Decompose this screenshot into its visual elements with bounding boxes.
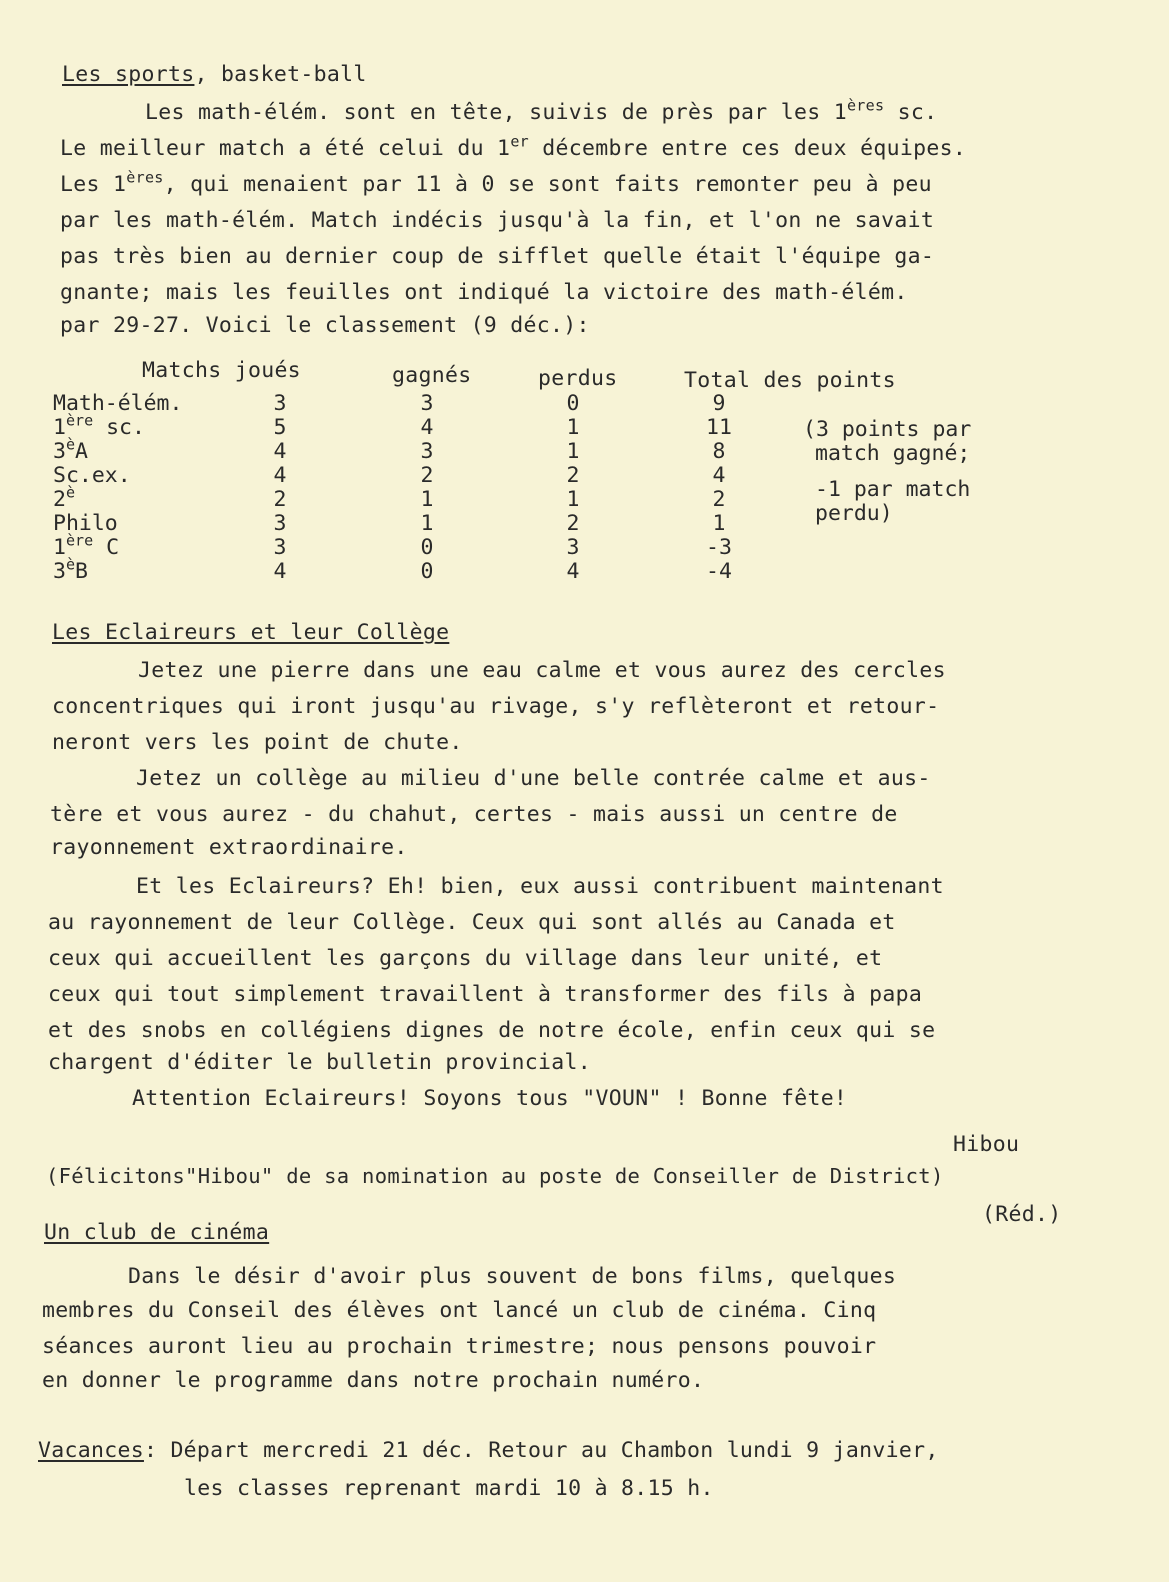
col-header-joues: Matchs joués xyxy=(142,358,301,383)
cell-total: 8 xyxy=(712,439,726,464)
cell-joues: 2 xyxy=(273,487,287,512)
cell-gagnes: 1 xyxy=(420,511,434,536)
cinema-line: en donner le programme dans notre prochain numéro. xyxy=(42,1368,705,1393)
editor-note: (Réd.) xyxy=(982,1202,1062,1227)
text: Les math-élém. sont en tête, suivis de près par les 1 xyxy=(145,100,847,125)
superscript: ères xyxy=(846,96,885,115)
cell-perdus: 0 xyxy=(566,391,580,416)
cell-total: 2 xyxy=(712,487,726,512)
cell-perdus: 2 xyxy=(566,463,580,488)
cell-perdus: 3 xyxy=(566,535,580,560)
sports-line-4: par les math-élém. Match indécis jusqu'à la fin, et l'on ne savait xyxy=(60,208,935,233)
cell-total: 4 xyxy=(712,463,726,488)
sports-line-7: par 29-27. Voici le classement (9 déc.): xyxy=(60,313,590,338)
cinema-line: séances auront lieu au prochain trimestre; nous pensons pouvoir xyxy=(42,1334,877,1359)
team-name: $3^èB$ xyxy=(53,555,88,584)
sports-line-3 xyxy=(60,168,932,197)
eclaireurs-line: Attention Eclaireurs! Soyons tous "VOUN" ! Bonne fête! xyxy=(132,1086,848,1111)
team-name: $3^èA$ xyxy=(53,435,88,464)
table-row xyxy=(0,555,760,584)
cell-gagnes: 0 xyxy=(420,535,434,560)
scoring-note-line: perdu) xyxy=(815,501,893,526)
team-name: 1ère sc. xyxy=(53,411,145,440)
eclaireurs-line: chargent d'éditer le bulletin provincial. xyxy=(48,1050,592,1075)
standings-table xyxy=(0,392,1169,592)
cinema-heading: Un club de cinéma xyxy=(44,1220,270,1245)
superscript: ères xyxy=(126,168,164,187)
sports-line-2 xyxy=(60,132,967,161)
cell-perdus: 1 xyxy=(566,415,580,440)
scoring-note-line: -1 par match xyxy=(815,477,971,502)
team-name: Sc.ex. xyxy=(53,463,131,488)
team-name: Philo xyxy=(53,511,118,536)
eclaireurs-line: tère et vous aurez - du chahut, certes - mais aussi un centre de xyxy=(50,802,898,827)
cell-total: 1 xyxy=(712,511,726,536)
table-row xyxy=(0,483,760,512)
eclaireurs-line: Jetez une pierre dans une eau calme et vous aurez des cercles xyxy=(138,658,946,683)
cell-perdus: 1 xyxy=(566,487,580,512)
team-name: $2^è$ xyxy=(53,483,76,512)
table-row xyxy=(0,435,760,464)
cell-total: 11 xyxy=(706,415,732,440)
scoring-note-line: (3 points par xyxy=(803,417,972,442)
text: décembre entre ces deux équipes. xyxy=(529,136,967,161)
cell-perdus: 1 xyxy=(566,439,580,464)
text: , qui menaient par 11 à 0 se sont faits remonter peu à peu xyxy=(163,172,932,197)
vacances-label: Vacances xyxy=(38,1438,144,1463)
cell-gagnes: 2 xyxy=(420,463,434,488)
cell-gagnes: 3 xyxy=(420,391,434,416)
text: : Départ mercredi 21 déc. Retour au Chambon lundi 9 janvier, xyxy=(143,1438,939,1463)
eclaireurs-line: au rayonnement de leur Collège. Ceux qui sont allés au Canada et xyxy=(48,910,896,935)
cell-gagnes: 3 xyxy=(420,439,434,464)
eclaireurs-line: rayonnement extraordinaire. xyxy=(50,835,408,860)
sports-line-1 xyxy=(145,96,938,125)
cell-perdus: 2 xyxy=(566,511,580,536)
col-header-perdus: perdus xyxy=(538,366,618,391)
cell-total: -4 xyxy=(706,559,732,584)
cell-joues: 4 xyxy=(273,439,287,464)
table-row xyxy=(0,464,760,488)
scoring-note-line: match gagné; xyxy=(815,441,971,466)
col-header-total: Total des points xyxy=(684,368,896,393)
eclaireurs-line: Et les Eclaireurs? Eh! bien, eux aussi contribuent maintenant xyxy=(136,874,944,899)
cell-total: 9 xyxy=(712,391,726,416)
eclaireurs-heading: Les Eclaireurs et leur Collège xyxy=(52,620,450,645)
table-row xyxy=(0,392,760,416)
eclaireurs-line: ceux qui tout simplement travaillent à transformer des fils à papa xyxy=(48,982,923,1007)
cell-total: -3 xyxy=(706,535,732,560)
sports-line-5: pas très bien au dernier coup de sifflet quelle était l'équipe ga- xyxy=(60,244,935,269)
cell-perdus: 4 xyxy=(566,559,580,584)
eclaireurs-line: et des snobs en collégiens dignes de notre école, enfin ceux qui se xyxy=(48,1018,936,1043)
sports-heading-underlined: Les sports xyxy=(62,62,195,87)
cell-joues: 3 xyxy=(273,511,287,536)
eclaireurs-line: concentriques qui iront jusqu'au rivage, s'y reflèteront et retour- xyxy=(52,694,940,719)
team-name: Math-élém. xyxy=(53,391,183,416)
text: Le meilleur match a été celui du 1 xyxy=(60,136,511,161)
cinema-line: Dans le désir d'avoir plus souvent de bons films, quelques xyxy=(128,1264,897,1289)
cell-gagnes: 1 xyxy=(420,487,434,512)
text: sc. xyxy=(884,100,938,125)
sports-line-6: gnante; mais les feuilles ont indiqué la victoire des math-élém. xyxy=(60,280,908,305)
table-row xyxy=(0,411,760,440)
table-row xyxy=(0,531,760,560)
sports-heading-rest: , basket-ball xyxy=(194,62,367,87)
cell-gagnes: 4 xyxy=(420,415,434,440)
vacances-line-1 xyxy=(38,1438,939,1463)
eclaireurs-line: ceux qui accueillent les garçons du village dans leur unité, et xyxy=(48,946,883,971)
col-header-gagnes: gagnés xyxy=(392,363,472,388)
team-name: 1ère C xyxy=(53,531,120,560)
cell-joues: 4 xyxy=(273,463,287,488)
vacances-line-2: les classes reprenant mardi 10 à 8.15 h. xyxy=(184,1476,714,1501)
table-row xyxy=(0,512,760,536)
cell-joues: 3 xyxy=(273,535,287,560)
text: Les 1 xyxy=(60,172,127,197)
cinema-line: membres du Conseil des élèves ont lancé un club de cinéma. Cinq xyxy=(42,1298,877,1323)
eclaireurs-line: Jetez un collège au milieu d'une belle contrée calme et aus- xyxy=(136,766,931,791)
cell-joues: 5 xyxy=(273,415,287,440)
cell-joues: 4 xyxy=(273,559,287,584)
cell-joues: 3 xyxy=(273,391,287,416)
signature: Hibou xyxy=(953,1132,1020,1157)
sports-heading xyxy=(62,62,367,87)
superscript: er xyxy=(510,132,530,151)
cell-gagnes: 0 xyxy=(420,559,434,584)
congratulations-note: (Félicitons"Hibou" de sa nomination au poste de Conseiller de District) xyxy=(46,1164,944,1188)
eclaireurs-line: neront vers les point de chute. xyxy=(52,730,463,755)
